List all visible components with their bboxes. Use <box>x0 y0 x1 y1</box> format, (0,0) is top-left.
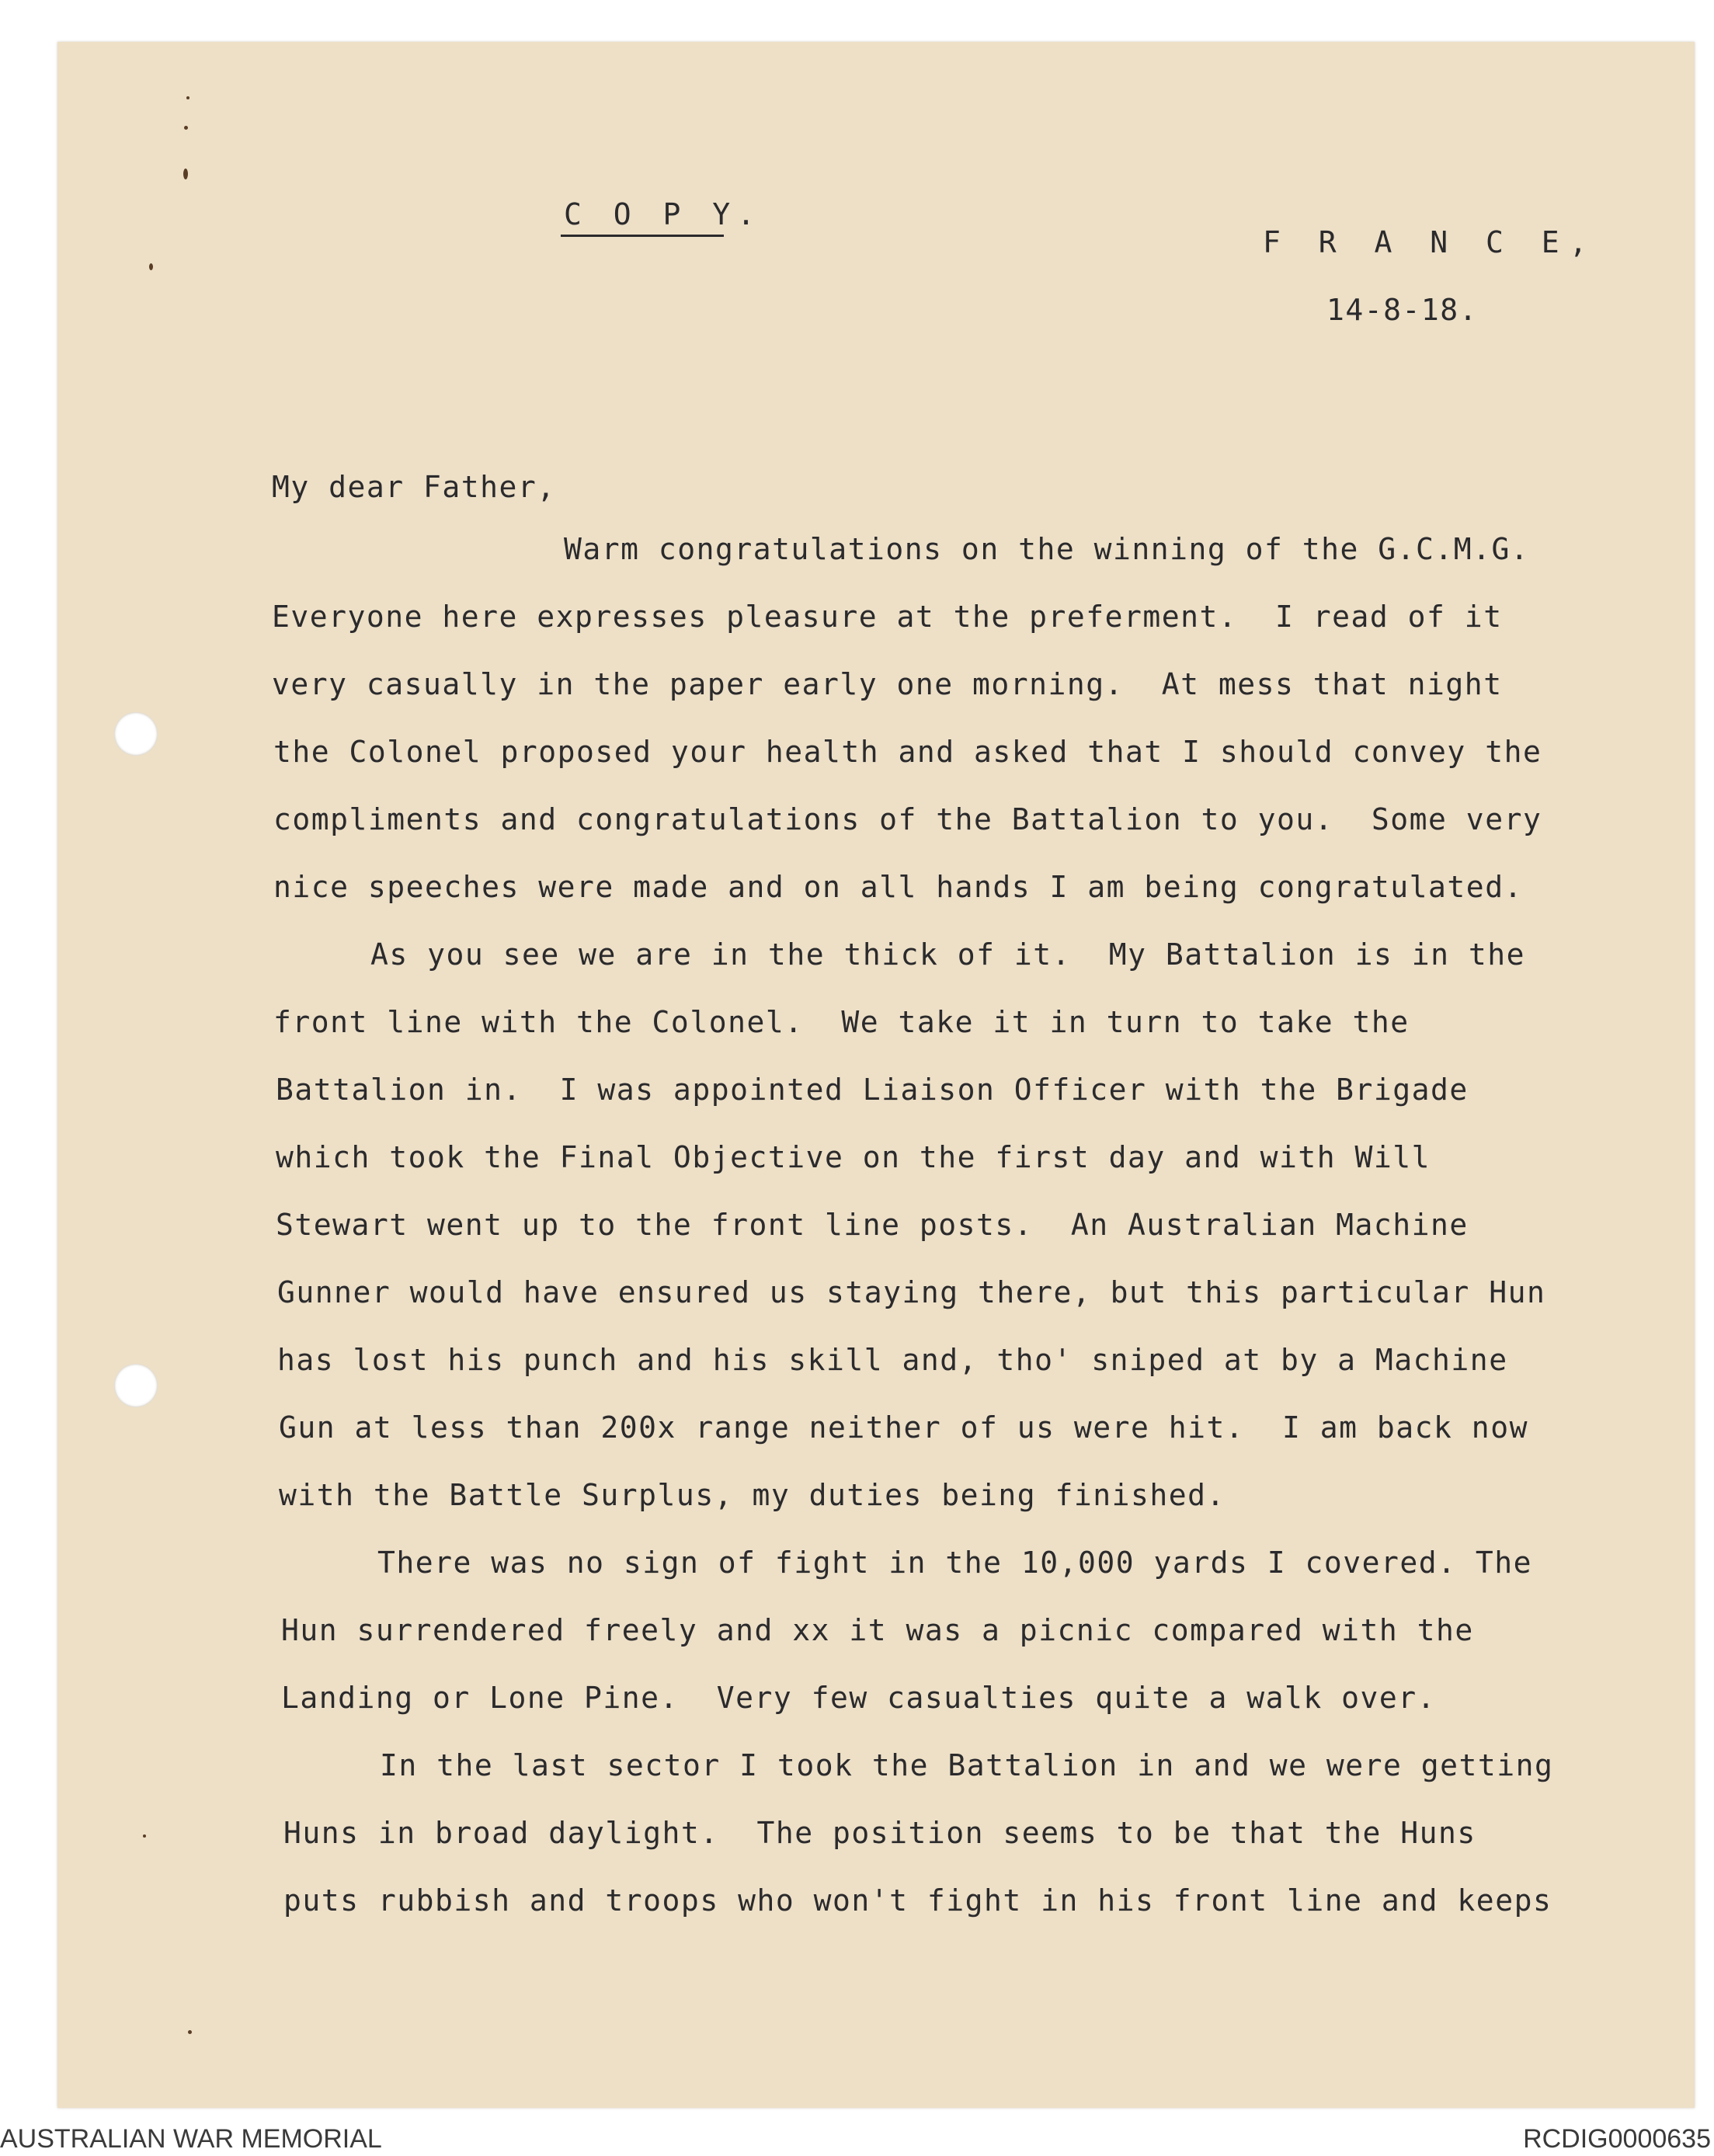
letter-line: nice speeches were made and on all hands I am being congratulated. <box>273 870 1523 904</box>
letter-line: Gun at less than 200x range neither of us were hit. I am back now <box>279 1410 1528 1445</box>
letter-line: puts rubbish and troops who won't fight in his front line and keeps <box>283 1883 1552 1918</box>
letter-line: Warm congratulations on the winning of the G.C.M.G. <box>564 532 1530 566</box>
letter-line: compliments and congratulations of the Battalion to you. Some very <box>273 802 1542 836</box>
letter-line: has lost his punch and his skill and, tho' sniped at by a Machine <box>277 1343 1508 1377</box>
paper-speck <box>143 1834 146 1838</box>
copy-heading: C O P Y. <box>564 197 763 231</box>
punch-hole-top <box>114 712 158 756</box>
letter-line: Huns in broad daylight. The position seems to be that the Huns <box>283 1816 1476 1850</box>
paper-speck <box>186 96 189 99</box>
letter-line: Hun surrendered freely and xx it was a picnic compared with the <box>281 1613 1474 1647</box>
letter-line: There was no sign of fight in the 10,000 yards I covered. The <box>377 1546 1533 1580</box>
paper-speck <box>188 2030 192 2034</box>
salutation-line: My dear Father, <box>272 470 556 504</box>
archive-reference-label: RCDIG0000635 <box>1523 2124 1711 2154</box>
letter-line: Stewart went up to the front line posts. An Australian Machine <box>276 1208 1469 1242</box>
letter-line: with the Battle Surplus, my duties being finished. <box>279 1478 1226 1512</box>
letter-line: Battalion in. I was appointed Liaison Officer with the Brigade <box>276 1073 1469 1107</box>
letter-line: As you see we are in the thick of it. My Battalion is in the <box>370 937 1526 972</box>
paper-speck <box>184 126 188 130</box>
archive-institution-label: AUSTRALIAN WAR MEMORIAL <box>0 2124 382 2154</box>
letter-place: F R A N C E, <box>1263 225 1598 259</box>
letter-line: Landing or Lone Pine. Very few casualties quite a walk over. <box>281 1681 1437 1715</box>
letter-line: the Colonel proposed your health and asked that I should convey the <box>273 735 1542 769</box>
letter-line: In the last sector I took the Battalion in and we were getting <box>380 1748 1554 1782</box>
letter-line: Gunner would have ensured us staying there, but this particular Hun <box>277 1275 1546 1309</box>
punch-hole-bottom <box>114 1364 158 1407</box>
copy-heading-underline <box>561 235 724 237</box>
paper-speck <box>183 169 188 179</box>
letter-line: which took the Final Objective on the first day and with Will <box>276 1140 1431 1174</box>
letter-line: very casually in the paper early one morning. At mess that night <box>272 667 1503 701</box>
letter-line: front line with the Colonel. We take it in turn to take the <box>273 1005 1410 1039</box>
letter-date: 14-8-18. <box>1326 293 1479 327</box>
paper-speck <box>149 263 153 270</box>
letter-line: Everyone here expresses pleasure at the preferment. I read of it <box>272 600 1503 634</box>
